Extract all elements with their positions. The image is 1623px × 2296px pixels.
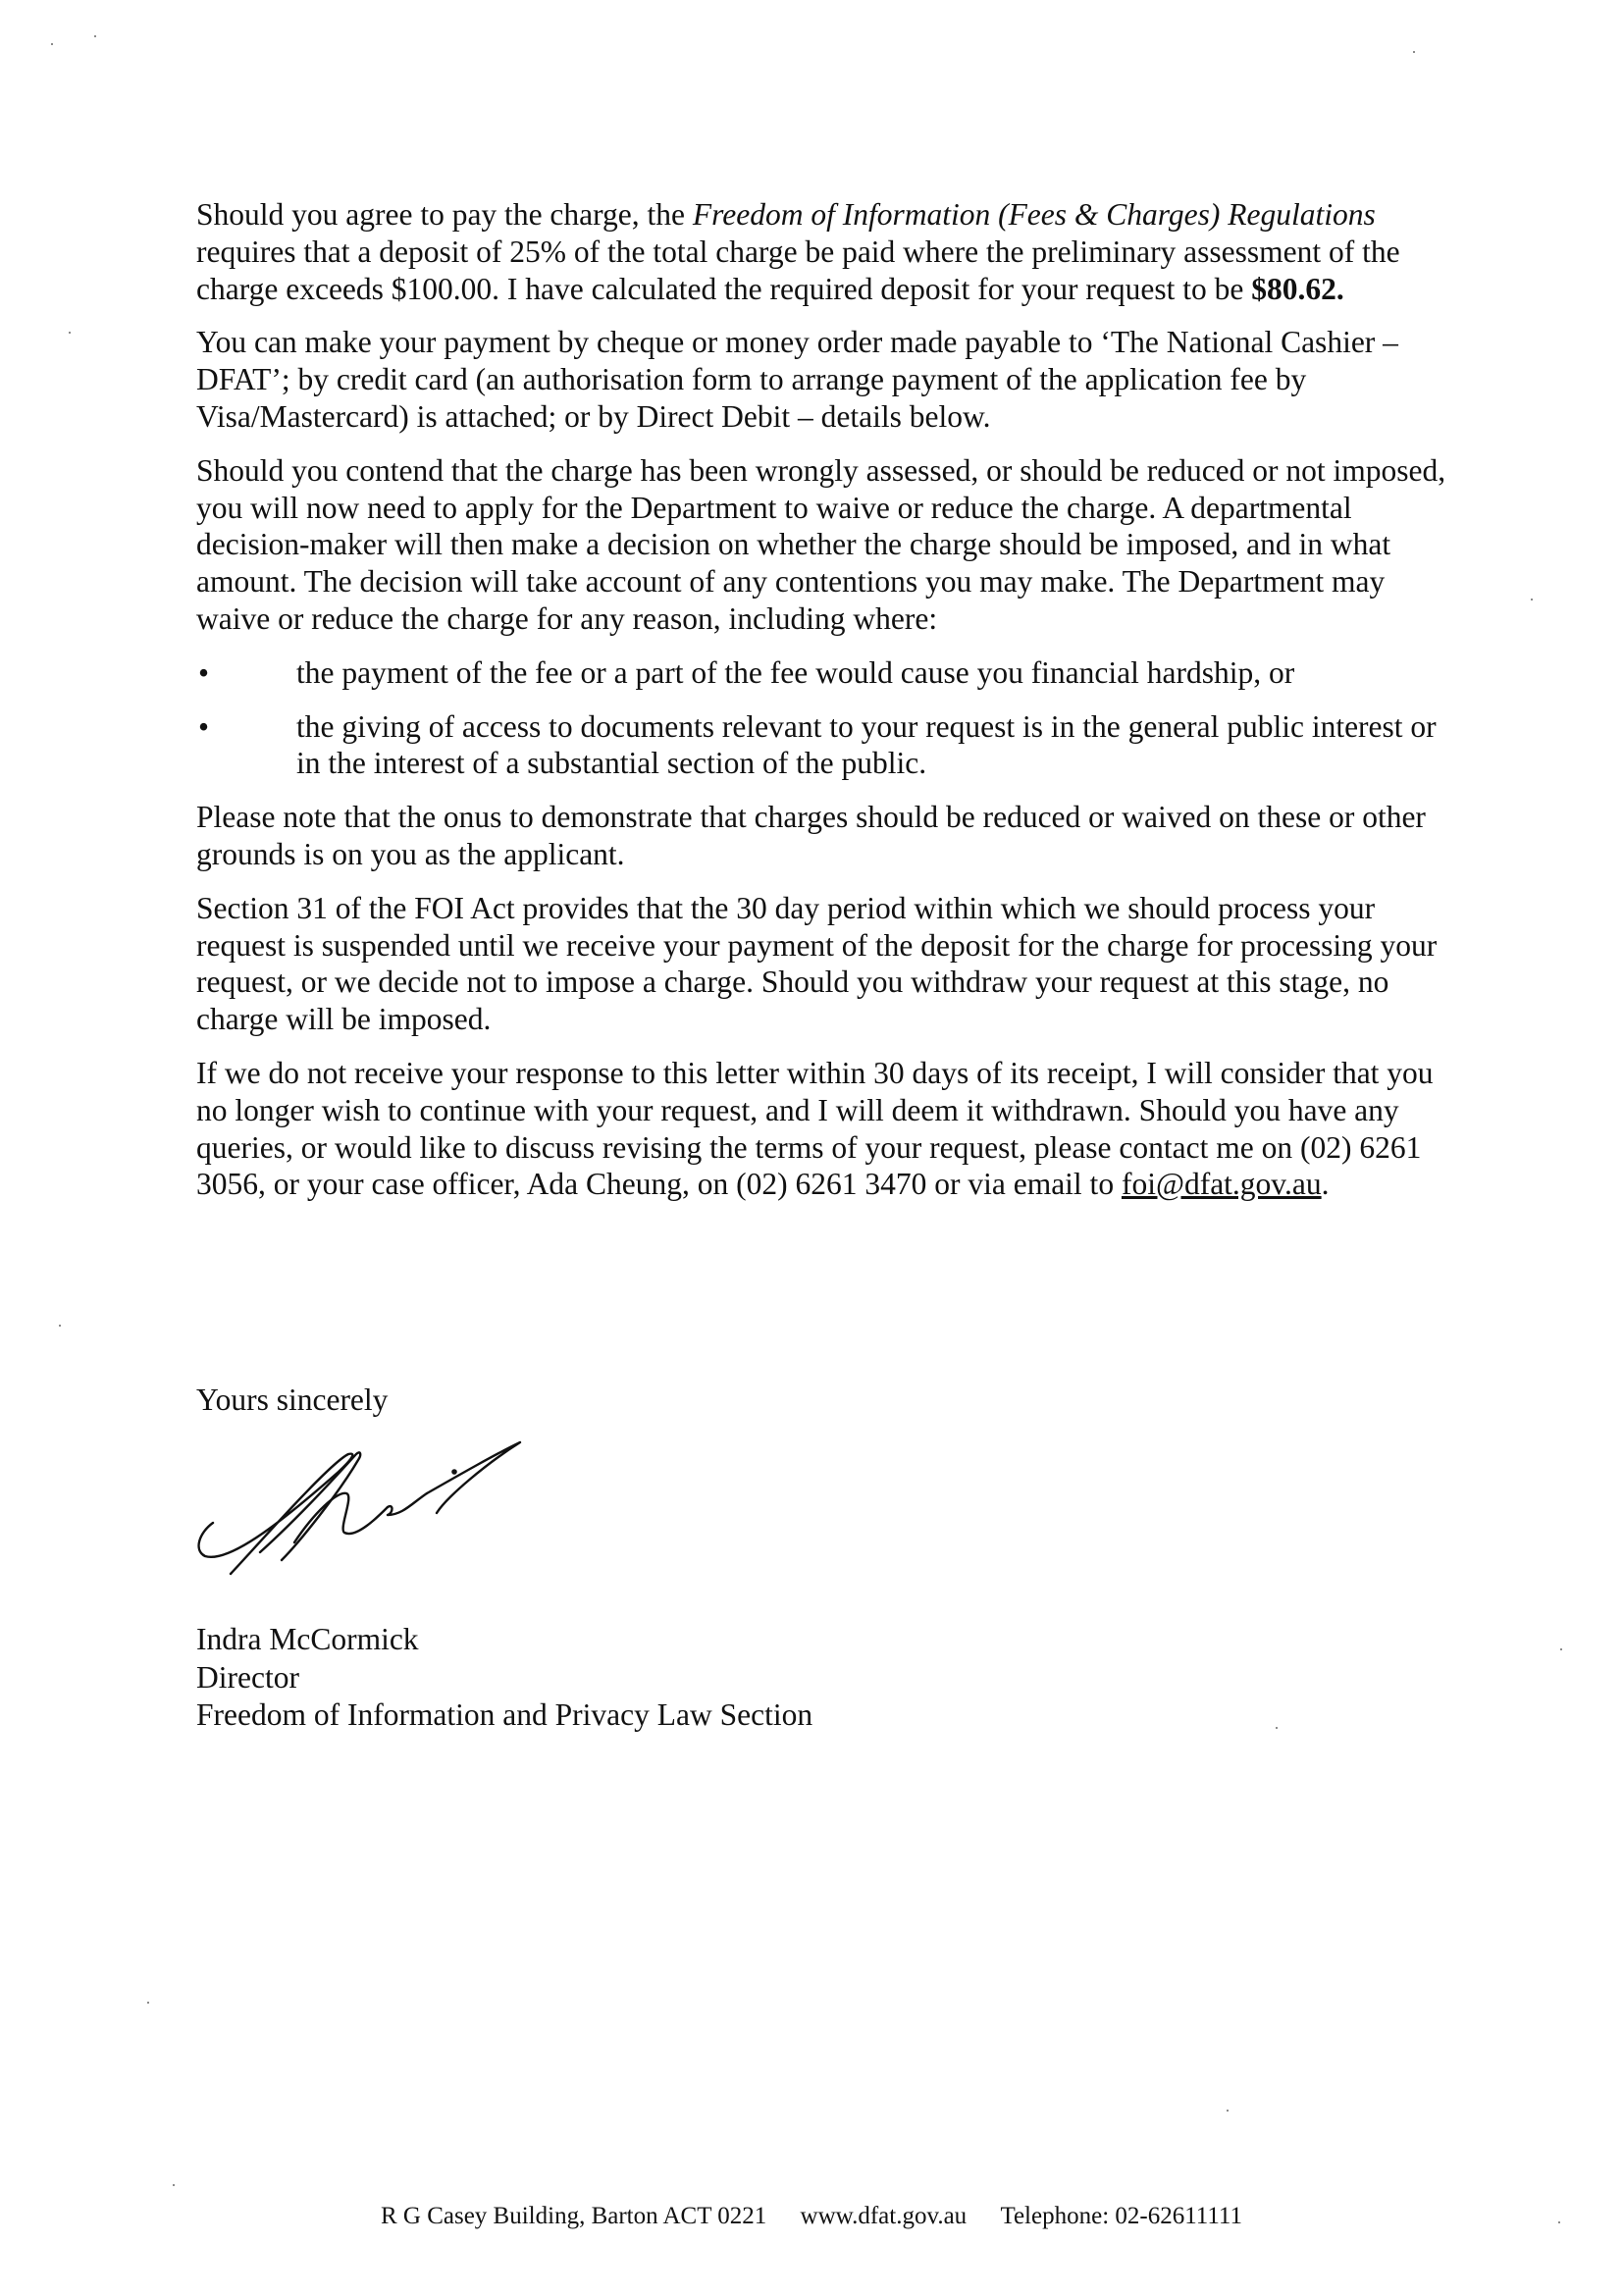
signatory-name: Indra McCormick (196, 1622, 419, 1656)
scan-speck (1531, 599, 1533, 600)
signatory-title: Director (196, 1659, 299, 1695)
list-item-text: the giving of access to documents relevant to your request is in the general public interest or in the interest of a substantial section of the public. (296, 708, 1437, 781)
footer-address: R G Casey Building, Barton ACT 0221 (380, 2203, 767, 2229)
deposit-paragraph (196, 196, 1452, 307)
scan-speck (147, 2002, 149, 2004)
scan-speck (94, 35, 96, 37)
waiver-reasons-list (196, 654, 1452, 782)
contact-period: . (1321, 1167, 1330, 1202)
deposit-period: . (1335, 271, 1344, 306)
section-31-paragraph: Section 31 of the FOI Act provides that the 30 day period within which we should process your request is suspended until we receive your payment of the deposit for the charge for processing your request, or we decide not to impose a charge. Should you withdraw your request at this stage, no charge will be imposed. (196, 890, 1438, 1037)
scan-speck (69, 332, 71, 334)
waiver-paragraph: Should you contend that the charge has been wrongly assessed, or should be reduced or not imposed, you will now need to apply for the Department to waive or reduce the charge. A departmental decision-maker will then make a decision on whether the charge should be imposed, and in what amount. The decision will take account of any contentions you may make. The Department may waive or reduce the charge for any reason, including where: (196, 452, 1446, 636)
list-item-text: the payment of the fee or a part of the fee would cause you financial hardship, or (296, 654, 1295, 690)
regulations-title: Freedom of Information (Fees & Charges) Regulations (692, 197, 1376, 232)
contact-text: If we do not receive your response to this letter within 30 days of its receipt, I will consider that you no longer wish to continue with your request, and I will deem it withdrawn. Should you have any queries, or would like to discuss revising the terms of your request, please contact me on (02) 6261 3056, or your case officer, Ada Cheung, on (02) 6261 3470 or via email to (196, 1055, 1434, 1202)
handwritten-signature (191, 1435, 545, 1592)
scan-speck (1227, 2110, 1229, 2112)
onus-paragraph: Please note that the onus to demonstrate that charges should be reduced or waived on these or other grounds is on you as the applicant. (196, 800, 1426, 871)
email-link[interactable]: foi@dfat.gov.au (1121, 1167, 1322, 1202)
footer-telephone: Telephone: 02-62611111 (1000, 2203, 1243, 2229)
list-item (196, 708, 1452, 783)
letter-body (196, 196, 1452, 1220)
signature-block (196, 1621, 812, 1735)
scan-speck (1413, 51, 1415, 53)
signatory-section: Freedom of Information and Privacy Law Section (196, 1697, 813, 1732)
bullet-icon: • (198, 708, 210, 744)
contact-paragraph (196, 1055, 1452, 1203)
deposit-amount: $80.62 (1251, 271, 1336, 306)
list-item (196, 654, 1452, 692)
closing-salutation: Yours sincerely (196, 1383, 389, 1417)
footer-website: www.dfat.gov.au (800, 2203, 968, 2229)
page-footer (0, 2202, 1623, 2231)
scan-speck (1560, 1648, 1562, 1650)
deposit-intro-text: Should you agree to pay the charge, the (196, 197, 693, 232)
payment-methods-paragraph: You can make your payment by cheque or money order made payable to ‘The National Cashier – DFAT’; by credit card (an authorisation form to arrange payment of the application fee by Visa/Mastercard) is attached; or by Direct Debit – details below. (196, 325, 1398, 434)
scan-speck (51, 43, 53, 45)
scan-speck (59, 1325, 61, 1327)
deposit-middle-text: requires that a deposit of 25% of the total charge be paid where the preliminary assessment of the charge exceeds $100.00. I have calculated the required deposit for your request to be (196, 234, 1400, 306)
scan-speck (1276, 1727, 1278, 1729)
scan-speck (1558, 2221, 1560, 2223)
scan-speck (173, 2184, 175, 2186)
bullet-icon: • (198, 654, 210, 690)
